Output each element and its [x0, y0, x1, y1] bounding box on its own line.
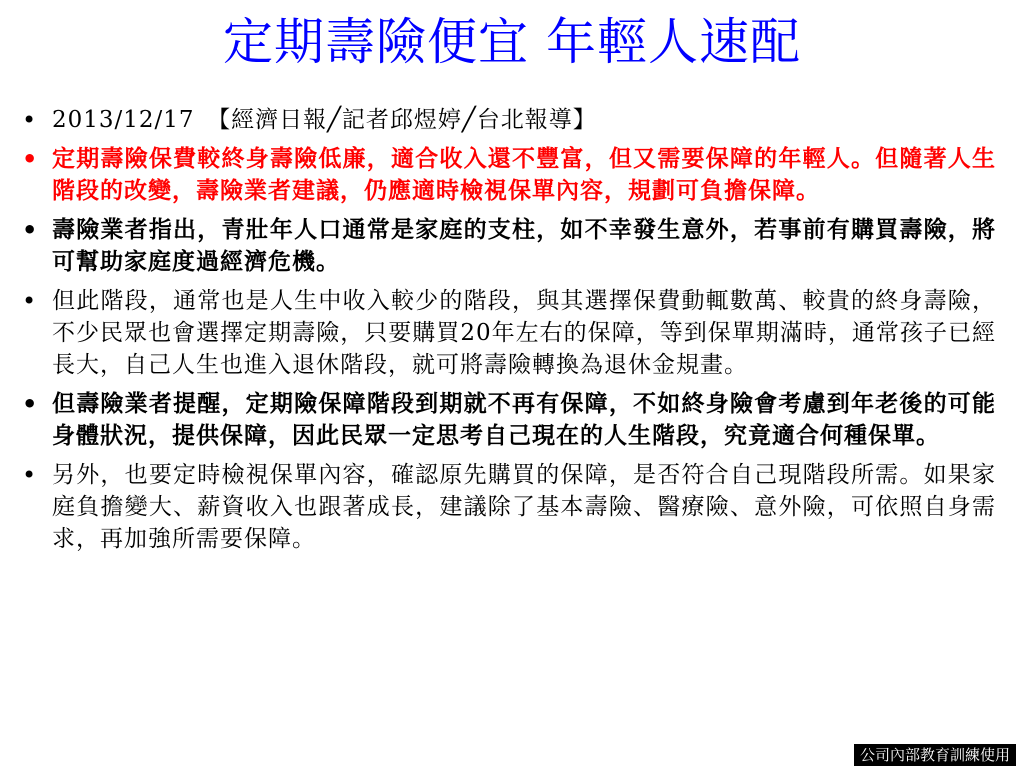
- bullet-text: 定期壽險保費較終身壽險低廉，適合收入還不豐富，但又需要保障的年輕人。但隨著人生階段的改變，壽險業者建議，仍應適時檢視保單內容，規劃可負擔保障。: [52, 145, 996, 204]
- bullet-text: 2013/12/17 【經濟日報╱記者邱煜婷╱台北報導】: [52, 107, 597, 133]
- bullet-text: 但此階段，通常也是人生中收入較少的階段，與其選擇保費動輒數萬、較貴的終身壽險，不少民眾也會選擇定期壽險，只要購買20年左右的保障，等到保單期滿時，通常孩子已經長大，自己人生也進入退休階段，就可將壽險轉換為退休金規畫。: [52, 288, 996, 378]
- bullet-marker: •: [22, 461, 38, 489]
- bullet-marker: •: [22, 390, 39, 418]
- bullet-marker: •: [22, 287, 38, 315]
- bullet-marker: •: [22, 106, 38, 134]
- bullet-item-date: [18, 104, 996, 136]
- bullet-text: 但壽險業者提醒，定期險保障階段到期就不再有保障，不如終身險會考慮到年老後的可能身體狀況，提供保障，因此民眾一定思考自己現在的人生階段，究竟適合何種保單。: [52, 390, 996, 449]
- bullet-item-review: [18, 459, 996, 555]
- bullet-marker: •: [22, 145, 39, 173]
- bullet-marker: •: [22, 216, 39, 244]
- bullet-item-pillar: [18, 214, 996, 278]
- bullet-item-summary: [18, 143, 996, 207]
- bullet-text: 另外，也要定時檢視保單內容，確認原先購買的保障，是否符合自己現階段所需。如果家庭負擔變大、薪資收入也跟著成長，建議除了基本壽險、醫療險、意外險，可依照自身需求，再加強所需要保障。: [52, 462, 996, 552]
- bullet-text: 壽險業者指出，青壯年人口通常是家庭的支柱，如不幸發生意外，若事前有購買壽險，將可幫助家庭度過經濟危機。: [52, 216, 996, 275]
- footer-label: 公司內部教育訓練使用: [854, 744, 1016, 766]
- slide-title: 定期壽險便宜 年輕人速配: [223, 13, 801, 71]
- bullet-item-reminder: [18, 388, 996, 452]
- bullet-list: [18, 104, 996, 562]
- bullet-item-term-life: [18, 285, 996, 381]
